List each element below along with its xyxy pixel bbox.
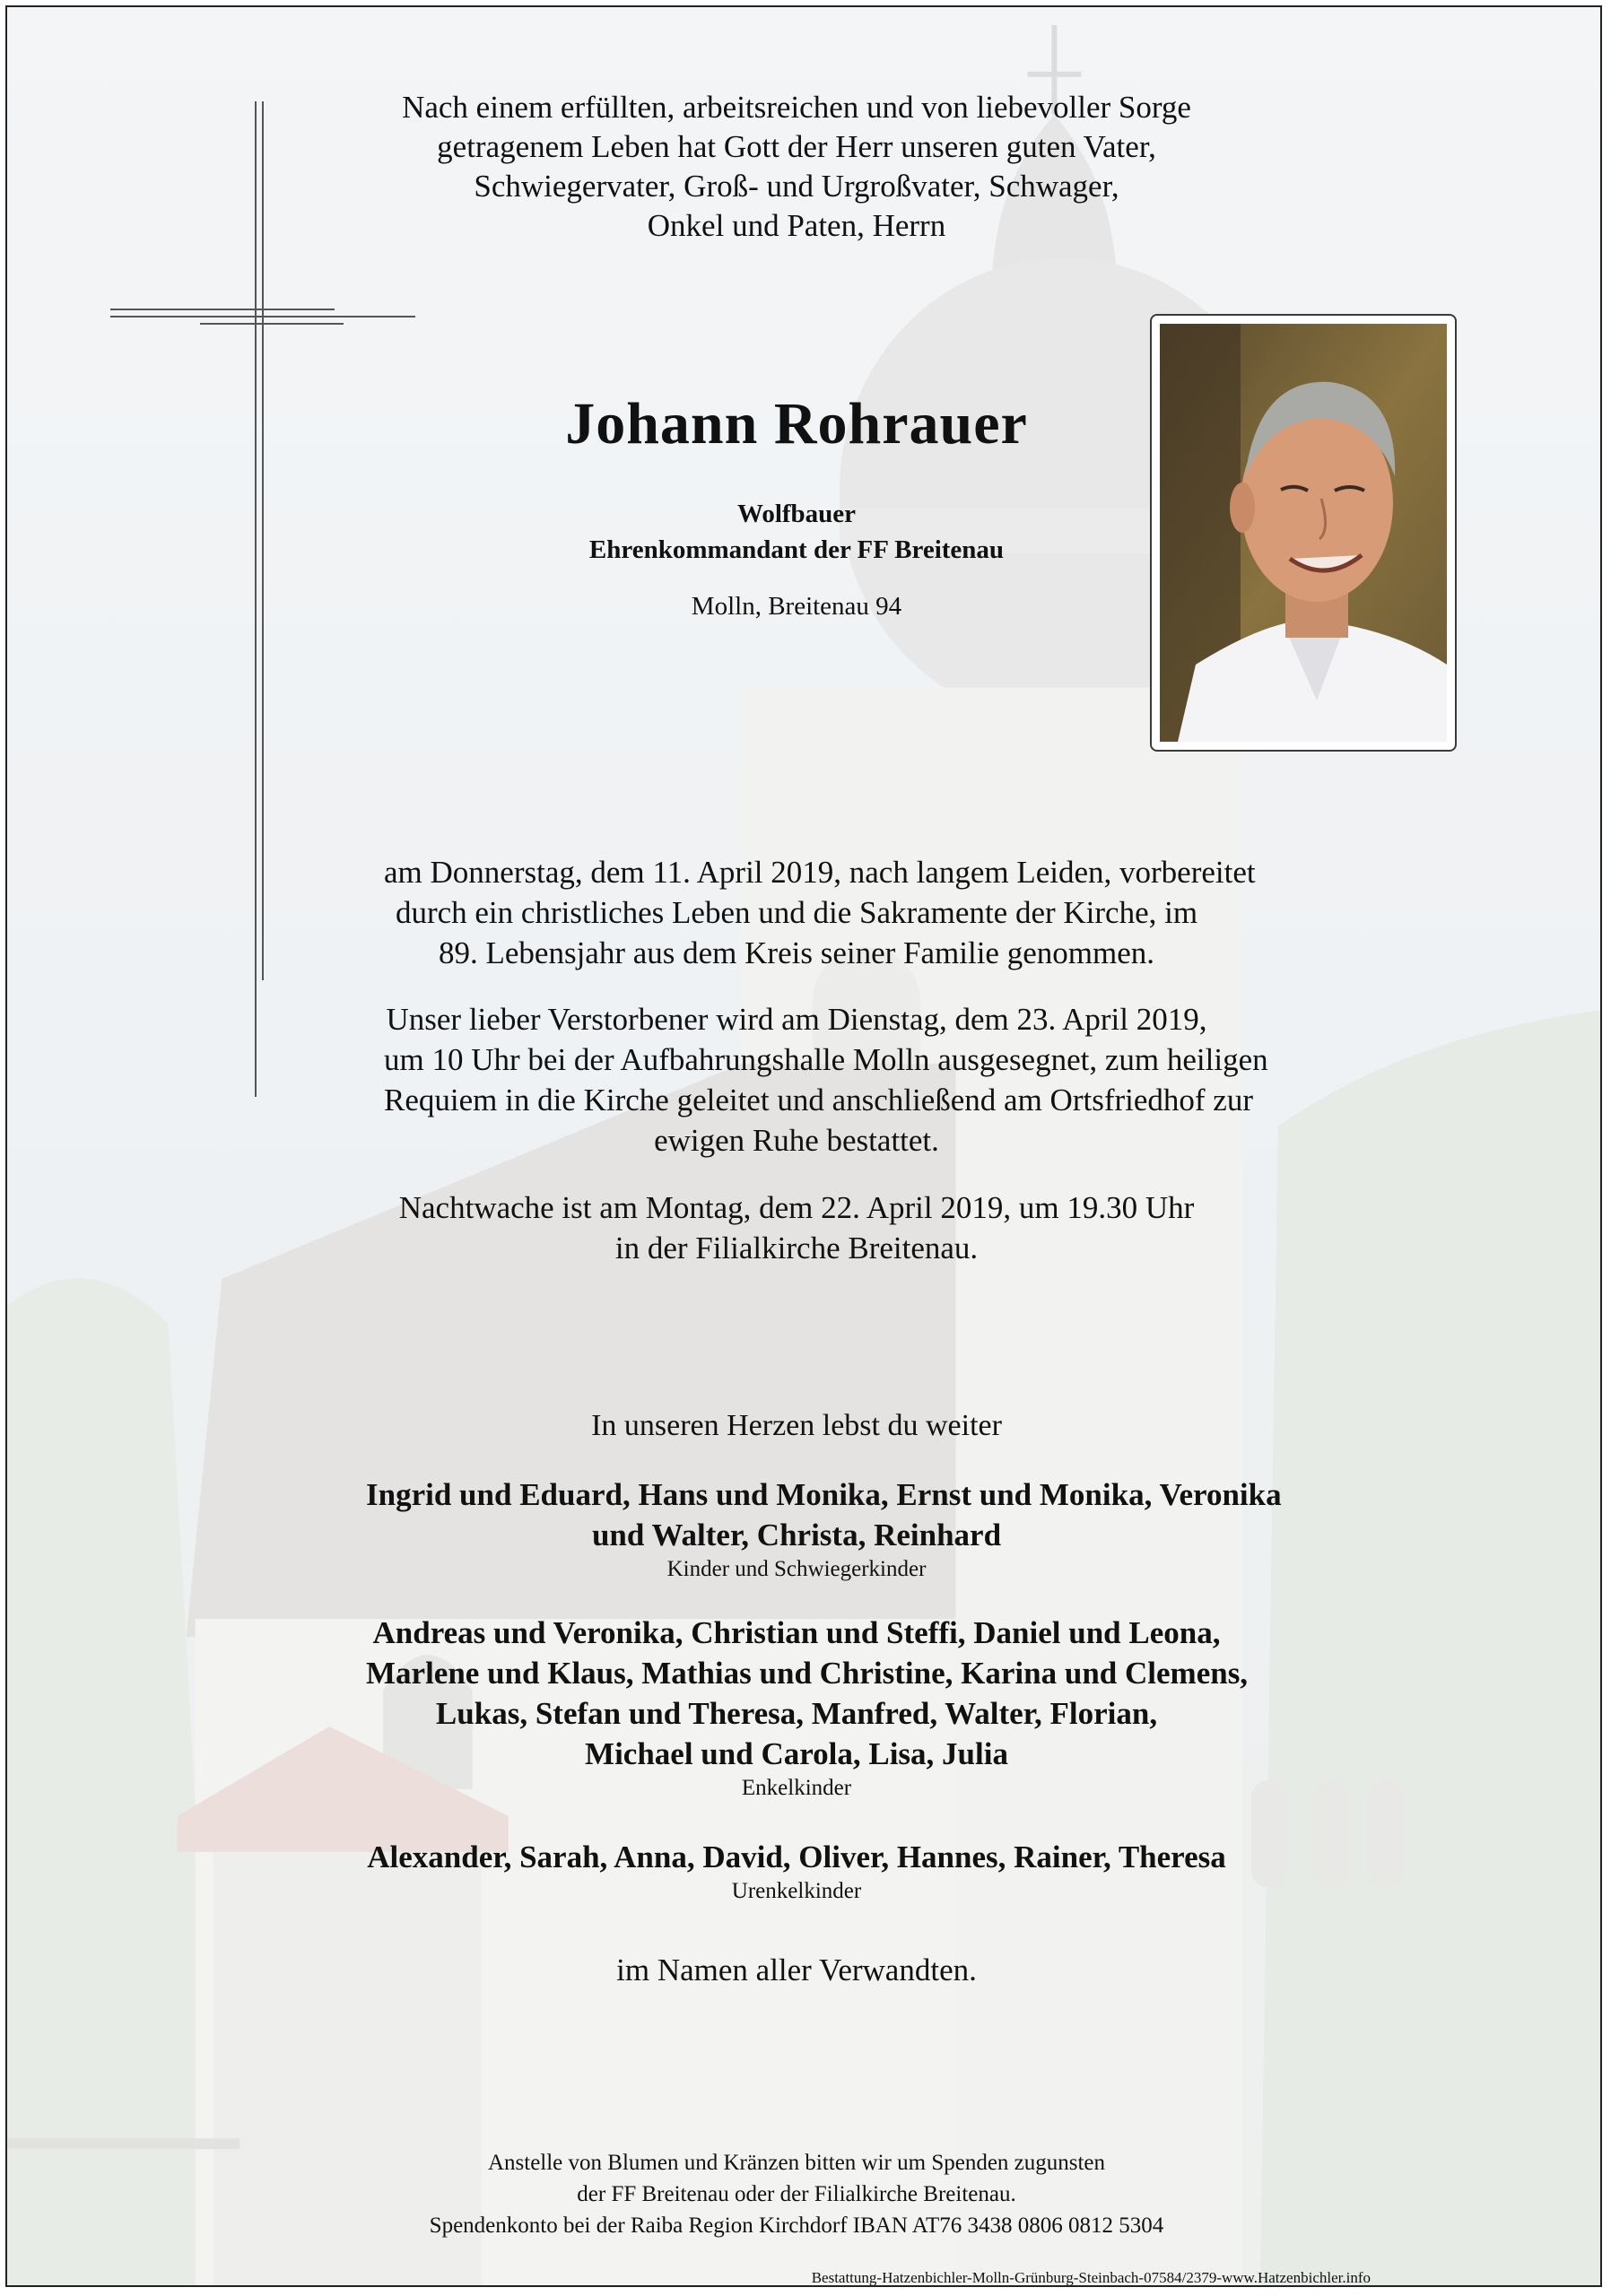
announcement-paragraph-3: Nachtwache ist am Montag, dem 22. April 2019, um 19.30 Uhr in der Filialkirche Breitenau. [398,1190,1195,1265]
children-group: Ingrid und Eduard, Hans und Monika, Ernst und Monika, Veronika und Walter, Christa, Reinhard Kinder und Schwiegerkinder [366,1474,1227,1584]
announcement-paragraph-2: Unser lieber Verstorbener wird am Dienstag, dem 23. April 2019, um 10 Uhr bei der Aufbahrungshalle Molln ausgesegnet, zum heiligen Requiem in die Kirche geleitet und anschließend am Ortsfriedhof zur ewigen Ruhe bestattet. [384,1002,1268,1158]
deceased-name: Johann Rohrauer [565,391,1028,457]
portrait-photo-frame [1150,314,1457,752]
funeral-home-credit: Bestattung-Hatzenbichler-Molln-Grünburg-Steinbach-07584/2379-www.Hatzenbichler.info [811,2269,1371,2286]
deceased-role: Ehrenkommandant der FF Breitenau [588,535,1005,564]
great-grandchildren-label: Urenkelkinder [731,1879,862,1903]
grandchildren-label: Enkelkinder [741,1776,852,1800]
children-label: Kinder und Schwiegerkinder [666,1557,927,1581]
deceased-nickname: Wolfbauer [736,500,857,528]
grandchildren-group: Andreas und Veronika, Christian und Steffi, Daniel und Leona, Marlene und Klaus, Mathias und Christine, Karina und Clemens, Lukas, Stefan und Theresa, Manfred, Walter, Florian, Michael und Carola, Lisa, Julia Enkelkinder [366,1613,1227,1803]
portrait-photo [1160,324,1447,742]
deceased-address: Molln, Breitenau 94 [691,592,902,621]
deceased-titles [456,496,1137,568]
closing-line: im Namen aller Verwandten. [616,1952,977,1987]
donation-note: Anstelle von Blumen und Kränzen bitten wir um Spenden zugunsten der FF Breitenau oder der Filialkirche Breitenau. Spendenkonto bei der Raiba Region Kirchdorf IBAN AT76 3438 0806 0812 5304 [429,2151,1164,2238]
intro-text: Nach einem erfüllten, arbeitsreichen und von liebevoller Sorge getragenem Leben hat Gott der Herr unseren guten Vater, Schwiegervater, Groß- und Urgroßvater, Schwager, Onkel und Paten, Herrn [402,90,1191,243]
cross-icon [110,101,415,1097]
mourners-heading: In unseren Herzen lebst du weiter [591,1409,1002,1442]
obituary-page [5,5,1602,2287]
announcement-paragraph-1: am Donnerstag, dem 11. April 2019, nach langem Leiden, vorbereitet durch ein christliches Leben und die Sakramente der Kirche, im 89. Lebensjahr aus dem Kreis seiner Familie genommen. [384,855,1256,970]
great-grandchildren-group: Alexander, Sarah, Anna, David, Oliver, Hannes, Rainer, Theresa Urenkelkinder [366,1837,1227,1906]
